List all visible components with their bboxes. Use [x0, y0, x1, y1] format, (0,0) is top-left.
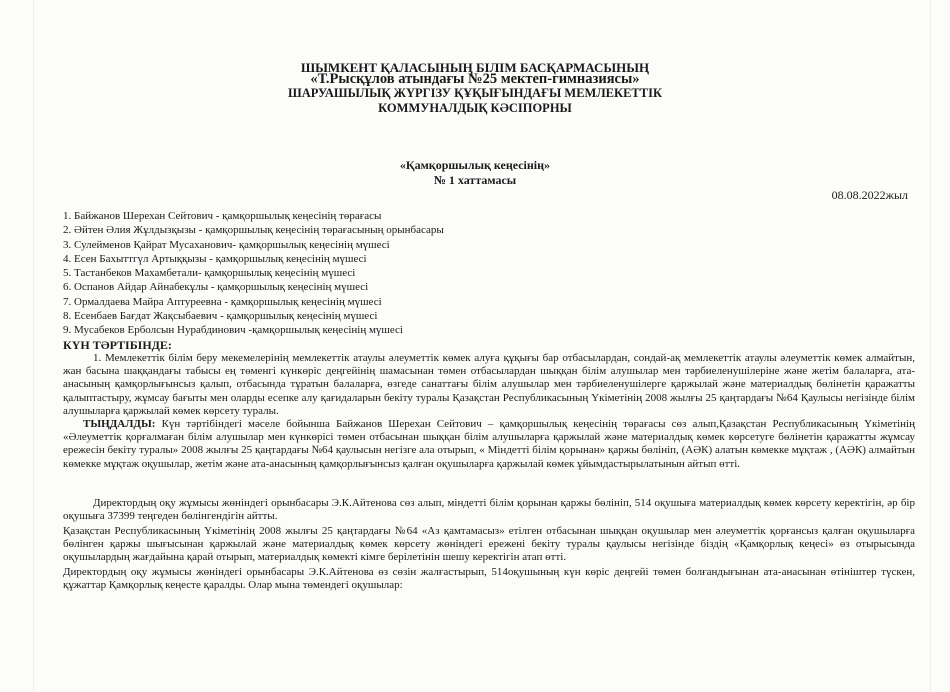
member-item: 5. Тастанбеков Махамбетали- қамқоршылық кеңесінің мүшесі [63, 267, 356, 280]
member-item: 4. Есен Бахыттгүл Артыққызы - қамқоршылық кеңесінің мүшесі [63, 252, 367, 265]
deputy-statement-paragraph: Директордың оқу жұмысы жөніндегі орынбасары Э.К.Айтенова сөз алып, міндетті білім қорынан қаржы бөлініп, 514 оқушыға материалдық көмек көрсету керектігін, әр бір оқушыға 37399 теңгеден бөлінгендігін айтты. [63, 497, 915, 523]
members-list [63, 209, 444, 338]
member-item: 8. Есенбаев Бағдат Жақсыбаевич - қамқоршылық кеңесінің мүшесі [63, 310, 378, 323]
member-item: 9. Мусабеков Ерболсын Нурабдинович -қамқоршылық кеңесінің мүшесі [63, 324, 403, 337]
header-school-name: «Т.Рысқұлов атындағы №25 мектеп-гимназиясы» [310, 71, 640, 87]
agenda-item-1: 1. Мемлекеттік білім беру мекемелерінің мемлекеттік атаулы әлеуметтік көмек алуға құқығы бар отбасылардан, сондай-ақ мемлекеттік атаулы әлеуметтік көмек алмайтын, жан басына шаққандағы табысы ең төменгі күнкөріс деңгейінің шамасынан төмен отбасылардан шыққан білім алушылар мен тәрбиеленушілеріне және жетім балаларға, ата-анасының қамқорлығынсыз қалып, отбасында тұратын балаларға, өзгеде санаттағы білім алушылар мен тәрбиеленушілерге қаржылай және материалдық бөлінетін қаражатты қалыптастыру, жұмсау бағыты мен оларды есепке алу қағидаларын бекіту туралы Қазақстан Республикасының Үкіметінің 2008 жылғы 25 қаңтардағы №64 Қаулысы негізінде білім алушыларға қаржылай көмек көрсету туралы. [63, 352, 915, 417]
government-decree-paragraph: Қазақстан Республикасының Үкіметінің 2008 жылғы 25 қаңтардағы №64 «Аз қамтамасыз» етілген отбасынан шыққан оқушылар мен әлеуметтік қорғансыз қалған оқушыларға бөлінген қаржы шығысынан қаржылай және материалдық көмек көрсету жөніндегі ережені бекіту туралы қаулысы негізінде біздің «Қамқорлық кеңесі» өз отырысында оқушылардың жағдайына қарай отырып, материалдық көмекті кімге берілетінін шешу керектігін атап өтті. [63, 525, 915, 564]
deputy-continuation-paragraph: Директордың оқу жұмысы жөніндегі орынбасары Э.К.Айтенова өз сөзін жалғастырып, 514оқушының күн көріс деңгейі төмен болғандығынан ата-анасынан өтініштер түскен, құжаттар Қамқорлық кеңесте қаралды. Олар мына төмендегі оқушылар: [63, 566, 915, 592]
header-enterprise-type-2: КОММУНАЛДЫҚ КӘСІПОРНЫ [378, 101, 572, 115]
member-item: 2. Әйтен Әлия Жұлдызқызы - қамқоршылық кеңесінің төрағасының орынбасары [63, 224, 444, 237]
protocol-title: «Қамқоршылық кеңесінің» [399, 158, 551, 172]
heard-label: ТЫҢДАЛДЫ: [83, 418, 156, 430]
heard-paragraph [63, 418, 915, 471]
header-enterprise-type: ШАРУАШЫЛЫҚ ЖҮРГІЗУ ҚҰҚЫҒЫНДАҒЫ МЕМЛЕКЕТТІК [287, 86, 663, 100]
protocol-number: № 1 хаттамасы [433, 173, 517, 187]
member-item: 1. Байжанов Шерехан Сейтович - қамқоршылық кеңесінің төрағасы [63, 210, 382, 222]
protocol-date: 08.08.2022жыл [831, 188, 908, 202]
member-item: 7. Ормалдаева Майра Аптуреевна - қамқоршылық кеңесінің мүшесі [63, 295, 382, 308]
agenda-title: КҮН ТӘРТІБІНДЕ: [63, 338, 172, 352]
member-item: 3. Сулейменов Қайрат Мусаханович- қамқоршылық кеңесінің мүшесі [63, 238, 390, 251]
heard-text: Күн тәртібіндегі мәселе бойынша Байжанов Шерехан Сейтович – қамқоршылық кеңесінің төрағасы сөз алып,Қазақстан Республикасының Үкіметінің «Әлеуметтік қорғалмаған білім алушылар мен күнкөрісі төмен отбасынан шыққан білім алушыларға қаржылай және материалдық көмек көрсетуге бөлінетін қаражатты жұмсау ережесін бекіту туралы» 2008 жылғы 25 қаңтардағы №64 қаулысын негізге ала отырып, « Міндетті білім қорынан» қаржы бөлініп, (АӘК) алатын көмекке мұқтаж , (АӘК) алмайтын көмекке мұқтаж оқушылар, жетім және ата-анасының қамқорлығынсыз қалған оқушыларға қаржылай көмек ұйымдастырылатынын айтып өтті. [63, 418, 915, 470]
member-item: 6. Оспанов Айдар Айнабекұлы - қамқоршылық кеңесінің мүшесі [63, 281, 369, 294]
header-department: ШЫМКЕНТ ҚАЛАСЫНЫҢ БІЛІМ БАСҚАРМАСЫНЫҢ [300, 60, 650, 75]
